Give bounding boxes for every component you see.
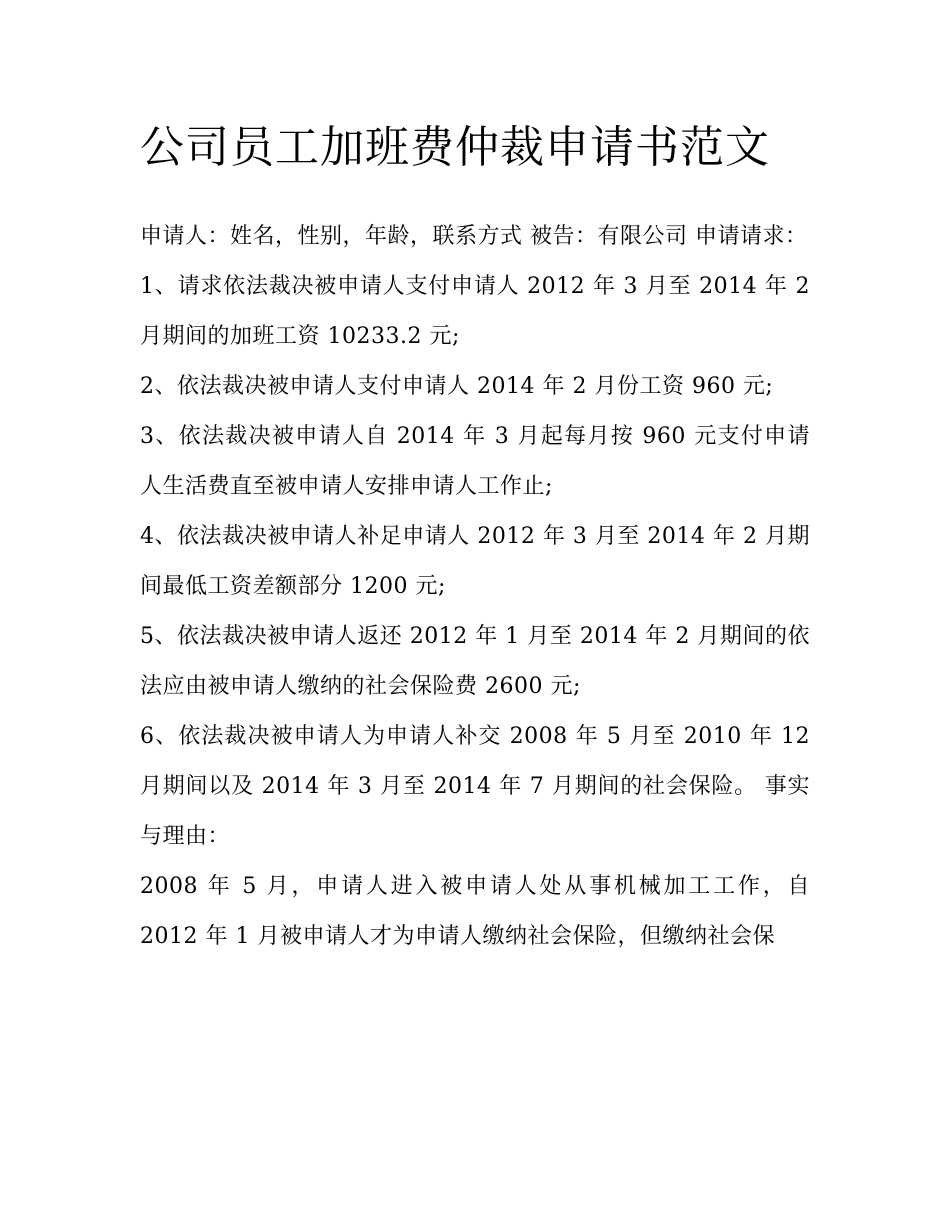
document-content: [140, 112, 810, 962]
paragraph-claim-6: 6、依法裁决被申请人为申请人补交 2008 年 5 月至 2010 年 12 月期间以及 2014 年 3 月至 2014 年 7 月期间的社会保险。 事实与理由：: [140, 724, 810, 849]
paragraph-claim-5: 5、依法裁决被申请人返还 2012 年 1 月至 2014 年 2 月期间的依法应由被申请人缴纳的社会保险费 2600 元;: [140, 624, 810, 699]
paragraph-claim-2: 2、依法裁决被申请人支付申请人 2014 年 2 月份工资 960 元;: [140, 374, 774, 399]
paragraph-claim-1: 1、请求依法裁决被申请人支付申请人 2012 年 3 月至 2014 年 2 月期间的加班工资 10233.2 元;: [140, 274, 810, 349]
paragraph-facts: 2008 年 5 月，申请人进入被申请人处从事机械加工工作，自 2012 年 1 月被申请人才为申请人缴纳社会保险，但缴纳社会保: [140, 874, 810, 949]
paragraph-claim-3: 3、依法裁决被申请人自 2014 年 3 月起每月按 960 元支付申请人生活费直至被申请人安排申请人工作止;: [140, 424, 810, 499]
document-title: 公司员工加班费仲裁申请书范文: [140, 122, 770, 173]
paragraph-parties: 申请人：姓名，性别，年龄，联系方式 被告：有限公司 申请请求：: [140, 224, 808, 249]
paragraph-claim-4: 4、依法裁决被申请人补足申请人 2012 年 3 月至 2014 年 2 月期间最低工资差额部分 1200 元;: [140, 524, 810, 599]
document-body: [140, 212, 810, 962]
